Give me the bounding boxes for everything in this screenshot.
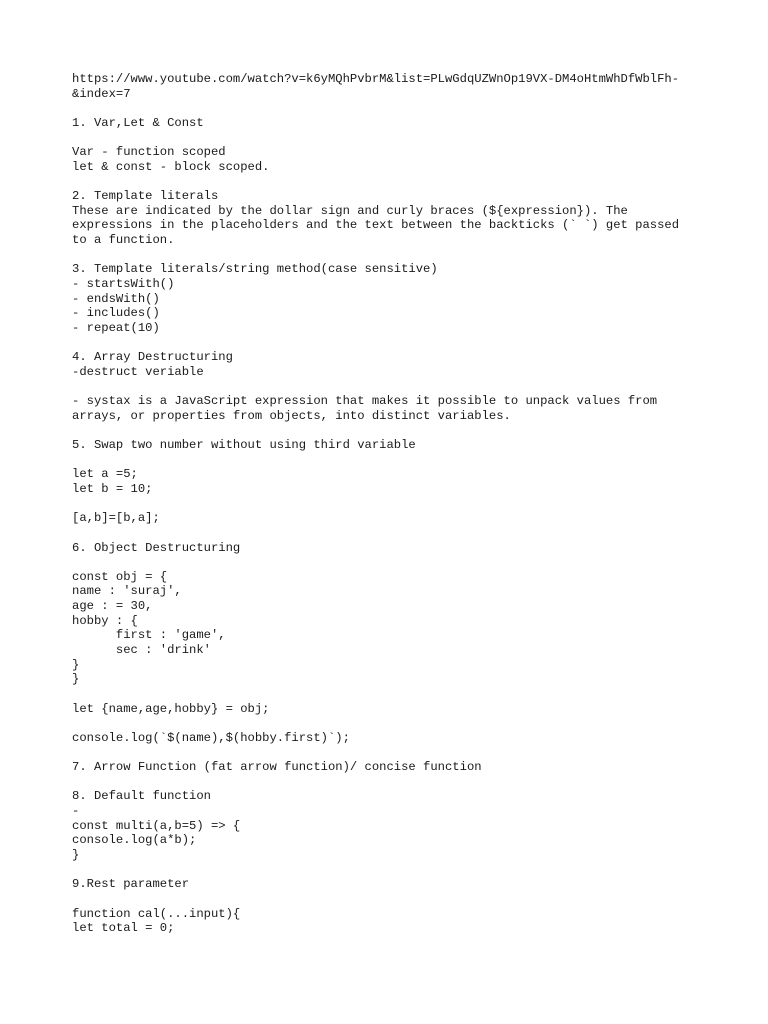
list-item: - includes()	[72, 306, 160, 321]
code-line: console.log(a*b);	[72, 833, 197, 848]
section-heading-swap-numbers: 5. Swap two number without using third variable	[72, 438, 416, 453]
blank-line	[72, 716, 712, 731]
code-line: sec : 'drink'	[72, 642, 211, 657]
blank-line	[72, 687, 712, 702]
code-line: console.log(`$(name),$(hobby.first)`);	[72, 730, 350, 745]
blank-line	[72, 863, 712, 878]
code-line: function cal(...input){	[72, 906, 241, 921]
text-line: -destruct veriable	[72, 364, 204, 379]
text-line: let & const - block scoped.	[72, 159, 270, 174]
section-heading-array-destructuring: 4. Array Destructuring	[72, 350, 233, 365]
text-line: These are indicated by the dollar sign and curly braces (${expression}). The	[72, 203, 628, 218]
blank-line	[72, 526, 712, 541]
blank-line	[72, 423, 712, 438]
blank-line	[72, 174, 712, 189]
blank-line	[72, 453, 712, 468]
section-heading-object-destructuring: 6. Object Destructuring	[72, 540, 241, 555]
code-line: }	[72, 657, 80, 672]
blank-line	[72, 336, 712, 351]
code-line: }	[72, 847, 80, 862]
section-heading-rest-parameter: 9.Rest parameter	[72, 877, 190, 892]
section-heading-arrow-function: 7. Arrow Function (fat arrow function)/ concise function	[72, 760, 482, 775]
code-line: [a,b]=[b,a];	[72, 511, 160, 526]
blank-line	[72, 555, 712, 570]
blank-line	[72, 101, 712, 116]
code-line: }	[72, 672, 80, 687]
section-heading-string-methods: 3. Template literals/string method(case sensitive)	[72, 262, 438, 277]
document-page	[72, 72, 712, 936]
code-line: age : = 30,	[72, 599, 153, 614]
section-heading-var-let-const: 1. Var,Let & Const	[72, 115, 204, 130]
text-line: Var - function scoped	[72, 145, 226, 160]
list-item: - endsWith()	[72, 291, 160, 306]
code-line: first : 'game',	[72, 628, 226, 643]
text-line: - systax is a JavaScript expression that makes it possible to unpack values from	[72, 394, 658, 409]
url-line-continued: &index=7	[72, 86, 131, 101]
blank-line	[72, 379, 712, 394]
code-line: const obj = {	[72, 569, 168, 584]
blank-line	[72, 745, 712, 760]
code-line: let {name,age,hobby} = obj;	[72, 701, 270, 716]
blank-line	[72, 131, 712, 146]
code-line: const multi(a,b=5) => {	[72, 818, 241, 833]
section-heading-default-function: 8. Default function	[72, 789, 211, 804]
code-line: name : 'suraj',	[72, 584, 182, 599]
text-line: to a function.	[72, 233, 175, 248]
blank-line	[72, 892, 712, 907]
code-line: let total = 0;	[72, 921, 175, 936]
text-line: -	[72, 804, 80, 819]
blank-line	[72, 248, 712, 263]
url-line: https://www.youtube.com/watch?v=k6yMQhPvbrM&list=PLwGdqUZWnOp19VX-DM4oHtmWhDfWblFh-	[72, 72, 680, 86]
list-item: - startsWith()	[72, 276, 175, 291]
section-heading-template-literals: 2. Template literals	[72, 189, 219, 204]
blank-line	[72, 497, 712, 512]
text-line: expressions in the placeholders and the text between the backticks (` `) get passed	[72, 218, 680, 233]
list-item: - repeat(10)	[72, 320, 160, 335]
blank-line	[72, 775, 712, 790]
text-line: arrays, or properties from objects, into distinct variables.	[72, 408, 511, 423]
code-line: hobby : {	[72, 613, 138, 628]
code-line: let a =5;	[72, 467, 138, 482]
code-line: let b = 10;	[72, 481, 153, 496]
